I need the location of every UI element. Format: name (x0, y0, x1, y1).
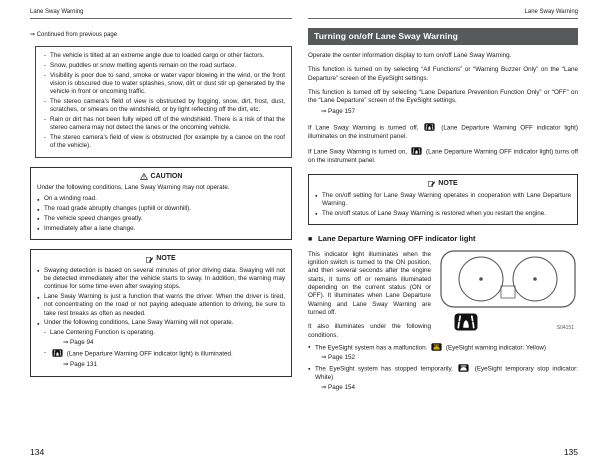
indicator-body-text: This indicator light illuminates when the ignition switch is turned to the ON position, and then several seconds after the engine starts, it turns off or remains illuminated depending on the current status (ON or OFF). It illuminates when Lane Departure Warning and Lane Sway Warning are turned off. (308, 250, 431, 316)
list-item: ● The on/off setting for Lane Sway Warning operates in cooperation with Lane Departure Warning. (315, 192, 571, 209)
list-item (308, 364, 578, 382)
sentence-text: (Lane Departure Warning OFF indicator light) turns off on the instrument panel. (308, 148, 578, 164)
lane-departure-warning-off-indicator-icon (52, 349, 63, 357)
note-box-left (30, 249, 292, 377)
indicator-light-section (308, 234, 578, 394)
page-reference: ⇒ Page 152 (321, 353, 355, 361)
warning-triangle-icon (140, 173, 148, 180)
off-sentence (308, 123, 578, 141)
sentence-text: If Lane Sway Warning is turned on, (308, 148, 408, 156)
list-item: ● Immediately after a lane change. (37, 225, 285, 233)
eyesight-temporary-stop-indicator-icon (458, 364, 469, 372)
list-item: ● Under the following conditions, Lane Sway Warning will not operate. (37, 319, 285, 327)
page-reference: ⇒ Page 131 (63, 360, 97, 368)
header-rule-left (30, 18, 292, 19)
note-title: NOTE (438, 180, 458, 188)
lane-departure-warning-off-indicator-icon (411, 147, 422, 155)
lane-departure-warning-off-indicator-icon (424, 123, 435, 131)
list-item-text: (Lane Departure Warning OFF indicator light) is illuminated. (66, 350, 233, 358)
list-item: - The stereo camera's field of view is obstructed (for example by a canoe on the roof of the vehicle). (43, 134, 285, 151)
lane-departure-warning-off-indicator-icon-large (454, 313, 478, 331)
list-item-text: The EyeSight system has a malfunction. (315, 344, 428, 351)
paragraph: Operate the center information display to turn on/off Lane Sway Warning. (308, 51, 512, 59)
header-rule-right (308, 18, 578, 19)
list-item-icon-label: (EyeSight temporary stop indicator: White) (315, 365, 578, 381)
note-pencil-icon (428, 180, 435, 187)
list-item-text: The EyeSight system has stopped temporarily. (315, 365, 453, 373)
list-item: ● The road grade abruptly changes (uphill or downhill). (37, 205, 285, 213)
running-header-left: Lane Sway Warning (30, 9, 84, 15)
list-item: ● Lane Sway Warning is just a function that warns the driver. When the driver is tired, not concentrating on the road or not paying adequate attention to driving, be sure to take rest breaks as often as needed. (37, 293, 285, 318)
list-item-text: Lane Centering Function is operating. (50, 329, 156, 337)
caution-box (30, 167, 292, 240)
page-reference: ⇒ Page 157 (321, 108, 355, 116)
note-header (37, 254, 285, 263)
list-item: - Visibility is poor due to sand, smoke or water vapor blowing in the wind, or the front vision is obscured due to water splashes, snow, dirt or dust stir up generated by the vehicle in front or oncoming traffic. (43, 72, 285, 97)
continued-from-previous-page: ⇒ Continued from previous page (30, 32, 118, 38)
page-number-left: 134 (30, 447, 45, 457)
caution-intro: Under the following conditions, Lane Sway Warning may not operate. (37, 184, 230, 192)
paragraph: This function is turned on by selecting “All Functions” or “Warning Buzzer Only” on the “Lane Departure” screen of the EyeSight settings. (308, 66, 578, 82)
list-item: - The vehicle is tilted at an extreme angle due to loaded cargo or other factors. (43, 52, 285, 60)
list-item (308, 343, 578, 353)
list-item: ● The vehicle speed changes greatly. (37, 215, 285, 223)
note-pencil-icon (146, 256, 153, 263)
list-item: ● On a winding road. (37, 195, 285, 203)
instrument-cluster-figure (438, 248, 578, 331)
section-title: Turning on/off Lane Sway Warning (308, 28, 578, 45)
page-reference: ⇒ Page 94 (63, 339, 94, 346)
on-sentence (308, 147, 578, 165)
page-left (30, 28, 292, 377)
list-item-icon-label: (EyeSight warning indicator: Yellow) (445, 344, 546, 351)
note-title: NOTE (156, 255, 176, 263)
page-right (308, 28, 578, 394)
sentence-text: (Lane Departure Warning OFF indicator light) illuminates on the instrument panel. (308, 124, 579, 140)
list-item: ● Swaying detection is based on several minutes of prior driving data. Swaying will not be detected immediately after the vehicle starts to sway. In addition, the warning may continue for some time even after swaying stops. (37, 267, 285, 292)
note-header (315, 179, 571, 188)
subsection-heading: ■ Lane Departure Warning OFF indicator light (308, 234, 578, 244)
note-box-right (308, 174, 578, 225)
eyesight-warning-indicator-icon (431, 343, 442, 351)
list-item: ● The on/off status of Lane Sway Warning is restored when you restart the engine. (315, 210, 571, 218)
conditions-continuation-box (35, 46, 292, 158)
instrument-cluster-illustration (438, 248, 578, 310)
paragraph: This function is turned off by selecting “Lane Departure Prevention Function Only” or “OFF” on the “Lane Departure” screen of the EyeSight settings. (308, 89, 578, 105)
list-item: - Snow, puddles or snow melting agents remain on the road surface. (43, 62, 285, 70)
list-item: - Rain or dirt has not been fully wiped off of the windshield. There is a risk of that the stereo camera may not detect the lanes or the oncoming vehicle. (43, 116, 285, 133)
figure-code: S04151 (556, 324, 574, 331)
list-item: - The stereo camera's field of view is obstructed by fogging, snow, dirt, frost, dust, scratches, or smears on the windshield, or by light reflecting off the dirt, etc. (43, 98, 285, 115)
page-reference: ⇒ Page 154 (321, 383, 355, 391)
caution-title: CAUTION (150, 173, 183, 181)
running-header-right: Lane Sway Warning (524, 9, 578, 15)
page-number-right: 135 (563, 447, 578, 457)
figure-caption-row (438, 310, 578, 331)
caution-header (37, 172, 285, 181)
sentence-text: If Lane Sway Warning is turned off, (308, 124, 419, 132)
list-item (43, 329, 285, 337)
list-item (43, 349, 285, 359)
indicator-also-text: It also illuminates under the following conditions. (308, 323, 431, 339)
